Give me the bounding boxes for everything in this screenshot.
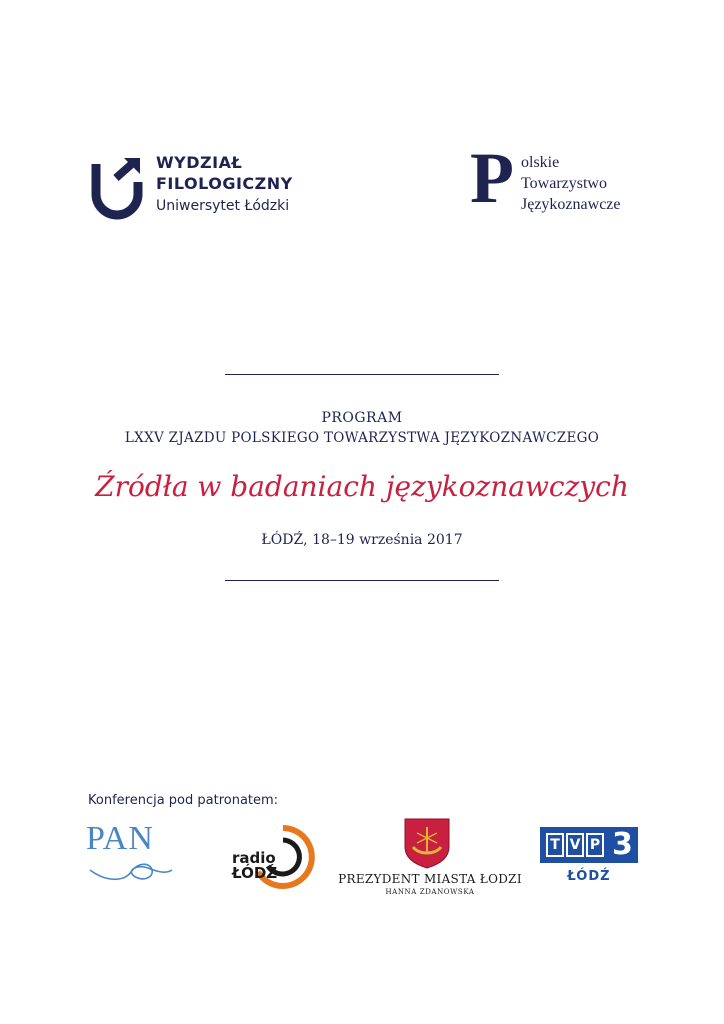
patronage-label: Konferencja pod patronatem: xyxy=(88,793,279,808)
tvp3-logo xyxy=(540,827,640,889)
divider-bottom xyxy=(225,580,499,581)
society-name-line1: olskie xyxy=(521,154,560,171)
congress-subtitle: LXXV ZJAZDU POLSKIEGO TOWARZYSTWA JĘZYKOZNAWCZEGO xyxy=(124,430,600,446)
divider-top xyxy=(225,374,499,375)
tvp-letter-t: T xyxy=(546,833,564,857)
president-title: PREZYDENT MIASTA ŁODZI xyxy=(338,872,522,886)
radio-logo-word: radio xyxy=(232,849,276,867)
society-name-line2: Towarzystwo xyxy=(521,175,607,192)
faculty-logo xyxy=(90,152,320,224)
society-logo-initial: P xyxy=(470,138,514,218)
university-name: Uniwersytet Łódzki xyxy=(156,198,290,214)
tvp-letter-v: V xyxy=(566,833,584,857)
radio-logo-city: ŁÓDŹ xyxy=(232,864,278,882)
conference-title: Źródła w badaniach językoznawczych xyxy=(95,470,629,503)
program-label: PROGRAM xyxy=(321,410,403,426)
place-and-date: ŁÓDŹ, 18–19 września 2017 xyxy=(261,532,463,548)
faculty-logo-mark-icon xyxy=(90,156,144,220)
pan-logo-text: PAN xyxy=(86,820,154,857)
society-logo xyxy=(470,138,650,220)
faculty-name-line1: WYDZIAŁ xyxy=(156,153,243,172)
tvp-channel-number: 3 xyxy=(612,827,633,862)
tvp-city: ŁÓDŹ xyxy=(567,869,611,884)
pan-swirl-icon xyxy=(86,860,176,886)
society-name-line3: Językoznawcze xyxy=(521,196,621,213)
faculty-name-line2: FILOLOGICZNY xyxy=(156,174,293,193)
radio-lodz-logo xyxy=(232,824,318,890)
tvp3-logo-box xyxy=(540,827,638,863)
pan-logo xyxy=(86,820,176,886)
lodz-crest-icon xyxy=(403,817,451,869)
president-name: HANNA ZDANOWSKA xyxy=(385,888,475,896)
tvp-letter-p: P xyxy=(586,833,604,857)
